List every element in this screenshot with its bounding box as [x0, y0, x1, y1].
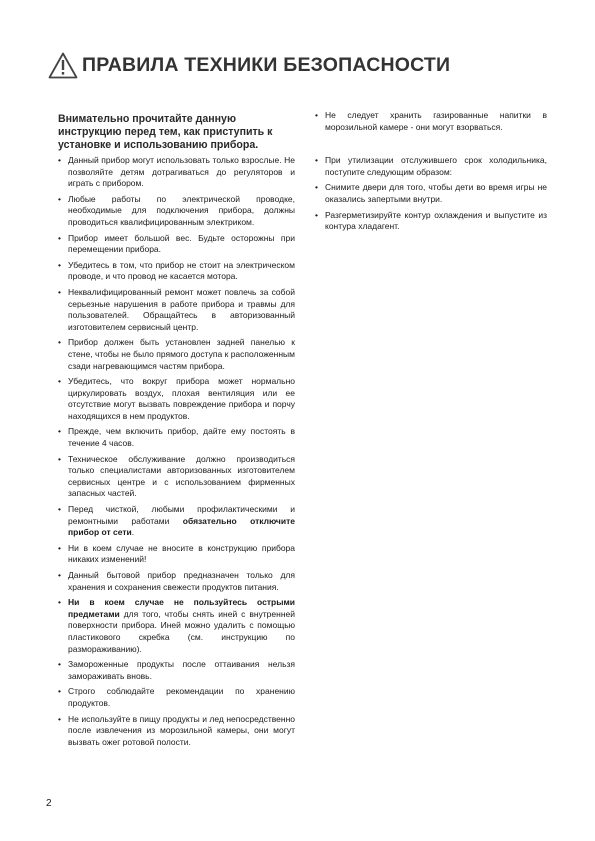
list-item: • Данный прибор могут использовать только взрослые. Не позволяйте детям дотрагиваться до регуляторов и играть с прибором.	[58, 155, 295, 189]
list-item: • Убедитесь, что вокруг прибора может нормально циркулировать воздух, плохая вентиляция или ее отсутствие могут вызвать повреждение прибора и порчу находящихся в нем продуктов.	[58, 376, 295, 421]
intro-text: Внимательно прочитайте данную инструкцию перед тем, как приступить к установке и использованию прибора.	[58, 113, 273, 151]
list-item: • Ни в коем случае не вносите в конструкцию прибора никаких изменений!	[58, 542, 295, 565]
list-item: • Любые работы по электрической проводке, необходимые для подключения прибора, должны проводиться квалифицированным электриком.	[58, 193, 295, 227]
page-title: ПРАВИЛА ТЕХНИКИ БЕЗОПАСНОСТИ	[82, 53, 451, 76]
list-item: • Не следует хранить газированные напитки в морозильной камере - они могут взорваться.	[315, 110, 547, 132]
list-item: • Данный бытовой прибор предназначен только для хранения и сохранения свежести продуктов питания.	[58, 570, 295, 592]
safety-list-left	[58, 155, 295, 748]
list-item: • Прибор должен быть установлен задней панелью к стене, чтобы не было прямого доступа к расположенным сзади нагревающимся частям прибора.	[58, 337, 295, 371]
warning-triangle-icon	[48, 52, 78, 79]
list-item: • Разгерметизируйте контур охлаждения и выпустите из контура хладагент.	[315, 209, 547, 232]
emphasis-text: Ни в коем случае не пользуйтесь острыми предметами	[68, 597, 295, 619]
page-number: 2	[46, 798, 52, 809]
list-item: • Не используйте в пищу продукты и лед непосредственно после извлечения из морозильной камеры, они могут вызвать ожег ротовой полости.	[58, 713, 295, 747]
list-item: • Замороженные продукты после оттаивания нельзя замораживать вновь.	[58, 659, 295, 681]
right-column	[315, 110, 547, 237]
list-item: • Техническое обслуживание должно производиться только специалистами авторизованных изготовителем сервисных центре и с использованием фирменных запасных частей.	[58, 453, 295, 499]
safety-list-right-top	[315, 110, 547, 133]
list-item: • При утилизации отслужившего срок холодильника, поступите следующим образом:	[315, 155, 547, 177]
list-item: • Неквалифицированный ремонт может повлечь за собой серьезные нарушения в работе прибора и травмы для пользователей. Обращайтесь в авторизованный изготовителем сервисный центр.	[58, 286, 295, 332]
list-item: • Прибор имеет большой вес. Будьте осторожны при перемещении прибора.	[58, 232, 295, 255]
page-header	[48, 50, 548, 80]
list-item: • Строго соблюдайте рекомендации по хранению продуктов.	[58, 686, 295, 708]
list-item: • Перед чисткой, любыми профилактическими и ремонтными работами обязательно отключите прибор от сети.	[58, 504, 295, 538]
list-item: • Убедитесь в том, что прибор не стоит на электрическом проводе, и что провод не касается мотора.	[58, 259, 295, 282]
emphasis-text: обязательно отключите прибор от сети	[68, 515, 295, 538]
list-item: • Снимите двери для того, чтобы дети во время игры не оказались запертыми внутри.	[315, 182, 547, 204]
list-item: • Прежде, чем включить прибор, дайте ему постоять в течение 4 часов.	[58, 426, 295, 449]
list-item: • Ни в коем случае не пользуйтесь острыми предметами для того, чтобы снять иней с внутренней поверхности прибора. Иней можно удалить с помощью пластикового скребка (см. инструкцию по размораживанию).	[58, 597, 295, 654]
left-column	[58, 113, 295, 752]
disposal-list	[315, 155, 547, 233]
